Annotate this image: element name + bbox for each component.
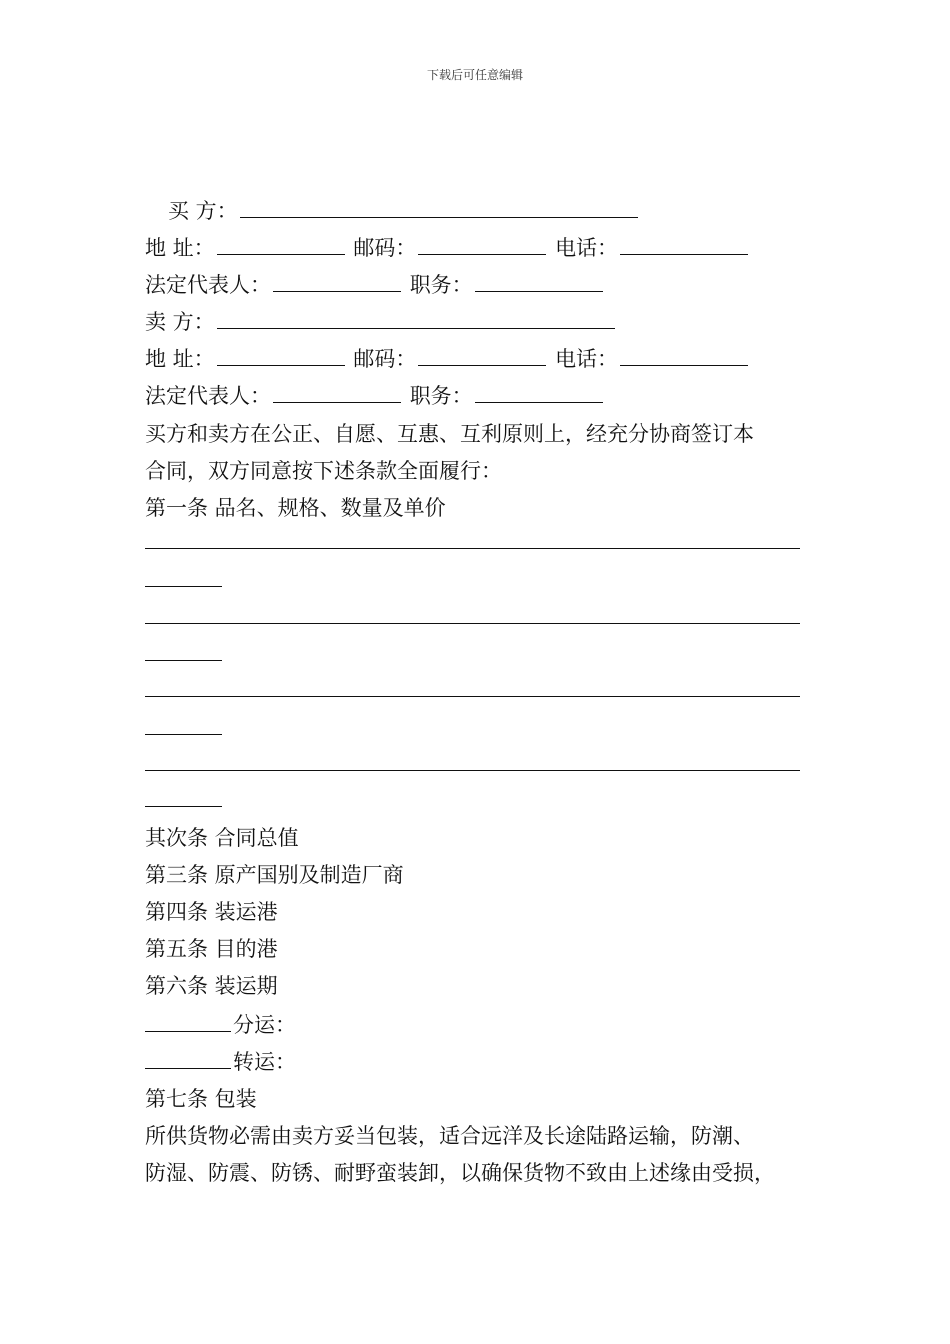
buyer-label: 买 方： — [168, 199, 238, 223]
seller-postcode-blank — [418, 345, 546, 366]
seller-name-blank — [217, 308, 615, 329]
transshipment-line — [145, 1048, 296, 1075]
seller-legal-rep-label: 法定代表人： — [145, 384, 271, 408]
buyer-postcode-label: 邮码： — [353, 236, 417, 260]
article-1-heading: 第一条 品名、规格、数量及单价 — [145, 496, 446, 520]
buyer-position-label: 职务： — [409, 273, 473, 297]
packaging-line-1: 所供货物必需由卖方妥当包装，适合远洋及长途陆路运输，防潮、 — [145, 1124, 754, 1148]
seller-legal-rep-blank — [273, 382, 401, 403]
article-7-heading: 第七条 包装 — [145, 1087, 257, 1111]
seller-line — [145, 308, 617, 335]
seller-phone-label: 电话： — [555, 347, 619, 371]
seller-address-blank — [217, 345, 345, 366]
partial-shipment-blank — [145, 1011, 231, 1032]
seller-rep-line — [145, 382, 605, 409]
transshipment-label: 转运： — [233, 1050, 296, 1074]
fill-line-3-tail — [145, 734, 222, 735]
article-2-heading: 其次条 合同总值 — [145, 826, 299, 850]
buyer-position-blank — [475, 271, 603, 292]
preamble-line-2: 合同，双方同意按下述条款全面履行： — [145, 459, 502, 483]
fill-line-2-tail — [145, 660, 222, 661]
buyer-name-blank — [240, 197, 638, 218]
fill-line-1 — [145, 548, 800, 549]
seller-address-line — [145, 345, 750, 372]
fill-line-4-tail — [145, 806, 222, 807]
buyer-rep-line — [145, 271, 605, 298]
preamble-line-1: 买方和卖方在公正、自愿、互惠、互利原则上，经充分协商签订本 — [145, 422, 754, 446]
fill-line-2 — [145, 623, 800, 624]
buyer-address-blank — [217, 234, 345, 255]
article-4-heading: 第四条 装运港 — [145, 900, 278, 924]
header-note: 下载后可任意编辑 — [426, 68, 523, 82]
seller-address-label: 地 址： — [145, 347, 215, 371]
transshipment-blank — [145, 1048, 231, 1069]
article-3-heading: 第三条 原产国别及制造厂商 — [145, 863, 404, 887]
buyer-address-line — [145, 234, 750, 261]
seller-postcode-label: 邮码： — [353, 347, 417, 371]
buyer-phone-blank — [620, 234, 748, 255]
buyer-legal-rep-label: 法定代表人： — [145, 273, 271, 297]
fill-line-1-tail — [145, 586, 222, 587]
buyer-address-label: 地 址： — [145, 236, 215, 260]
partial-shipment-line — [145, 1011, 296, 1038]
article-6-heading: 第六条 装运期 — [145, 974, 278, 998]
article-5-heading: 第五条 目的港 — [145, 937, 278, 961]
partial-shipment-label: 分运： — [233, 1013, 296, 1037]
buyer-postcode-blank — [418, 234, 546, 255]
seller-position-blank — [475, 382, 603, 403]
buyer-line — [168, 197, 640, 224]
fill-line-3 — [145, 696, 800, 697]
buyer-legal-rep-blank — [273, 271, 401, 292]
fill-line-4 — [145, 770, 800, 771]
seller-phone-blank — [620, 345, 748, 366]
packaging-line-2: 防湿、防震、防锈、耐野蛮装卸，以确保货物不致由上述缘由受损， — [145, 1161, 775, 1185]
seller-position-label: 职务： — [409, 384, 473, 408]
buyer-phone-label: 电话： — [555, 236, 619, 260]
seller-label: 卖 方： — [145, 310, 215, 334]
